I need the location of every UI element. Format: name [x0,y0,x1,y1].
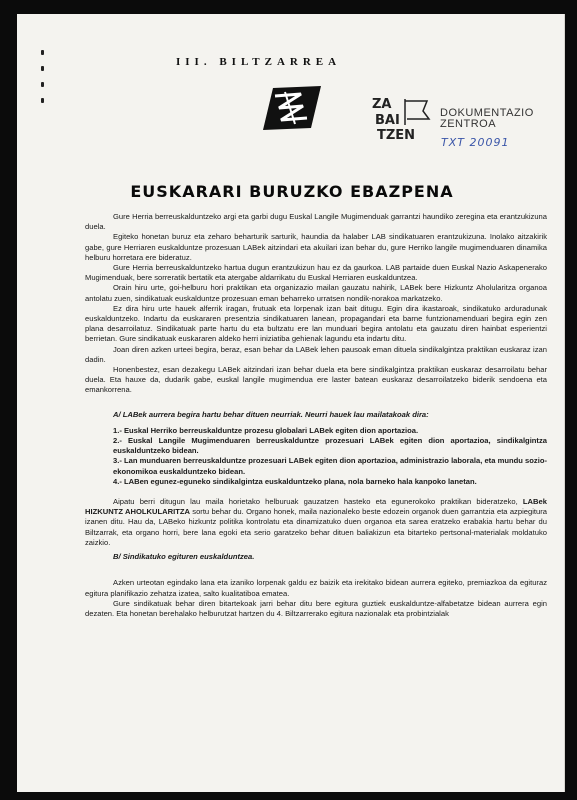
paragraph: Egiteko honetan buruz eta zeharo beharturik sarturik, haundia da halaber LAB sindikatuaren erantzukizuna. Inolako aitzakirik gabe, gure Herriaren euskalduntze prozesuan LABek aitzindari eta akuilari izan behar du, gure Herriko langile mugimenduaren dinamika helburu horretara ere bideratuz. [85,232,547,262]
paragraph: Honenbestez, esan dezakegu LABek aitzindari izan behar duela eta bere sindikalgintza praktikan euskaraz desarroilatu behar duela. Eta hauxe da, dudarik gabe, euskal langile mugimendua ere laster batean euskaraz desarroilatzeko biderik sendoena eta emankorrena. [85,365,547,395]
paragraph: Gure sindikatuak behar diren bitartekoak jarri behar ditu bere egitura guztiek euskalduntze-alfabetatze bidean aurrera egin dezaten. Eta honetan berehalako helburutzat hartzen du 4. Biltzarrerako egitura nazionalak eta probintzialak [85,598,547,618]
svg-text:ZA: ZA [372,97,392,112]
congress-header: III. BILTZARREA [176,56,342,68]
paragraph: Orain hiru urte, goi-helburu hori praktikan eta organizazio mailan gauzatu nahirik, LABek bere Hizkuntz Aholularitza organoa antolatu zuen, sindikatuak euskalduntze prozesuan eman beharreko urratsen nondik-norakoa markatzeko. [85,283,547,303]
paragraph: Gure Herria berreuskalduntzeko argi eta garbi dugu Euskal Langile Mugimenduak garrantzi haundiko zeregina eta erantzukizuna duela. [85,212,547,232]
document-body [85,212,547,619]
punch-hole [41,98,44,103]
section-a-heading: A/ LABek aurrera begira hartu behar dituen neurriak. Neurri hauek lau mailatakoak dira: [113,409,429,419]
paragraph-end: sortu behar du. Organo honek, maila nazionaleko beste edozein organok duen garrantzia eta azpiegitura izanen ditu. Hau da, LABeko hizkuntz politika kontrolatu eta dinamizatuko duen organoa eta sarea eratzeko erabakia hartu behar du Biltzarrak, eta organo horri, bere lana egoki eta serio garatzeko behar dituen baliakizun eta bitarteko pertsonal-materialak moldatuko zaizkio. [85,507,547,547]
list-item: 4.- LABen egunez-eguneko sindikalgintza euskalduntzeko plana, nola barneko hala kanpoko lanetan. [113,476,477,486]
svg-text:TZEN: TZEN [377,128,416,141]
list-item: 1.- Euskal Herriko berreuskalduntze prozesu globalari LABek egiten dion aportazioa. [113,425,419,435]
section-b-heading: B/ Sindikatuko egituren euskalduntzea. [113,552,255,562]
list-item: 2.- Euskal Langile Mugimenduaren berreuskalduntze prozesuari LABek egiten dion aportazioa, sindikalgintza euskalduntzeko bidean. [113,436,547,456]
paragraph: Gure Herria berreuskalduntzeko hartua dugun erantzukizun hau ez da gaurkoa. LAB partaide duen Euskal Nazio Askapenerako Mugimenduak, bere sorreratik bertatik eta atergabe aldarrikatu du Euskal Herriaren euskalduntzea. [85,263,547,283]
lab-logo-icon [255,84,323,134]
paragraph: Joan diren azken urteei begira, beraz, esan behar da LABek lehen pausoak eman dituela sindikalgintza praktikan euskaraz izan dadin. [85,344,547,364]
dok-line-2: ZENTROA [440,118,497,130]
svg-text:BAI: BAI [375,113,400,128]
paragraph [85,497,547,548]
punch-holes [41,50,46,110]
punch-hole [41,66,44,71]
dok-line-1: DOKUMENTAZIO [440,107,534,119]
dokumentazio-zentroa-label [440,108,534,130]
handwritten-reference: TXT 20091 [441,136,510,149]
punch-hole [41,50,44,55]
punch-hole [41,82,44,87]
list-item: 3.- Lan munduaren berreuskalduntze prozesuari LABek egiten dion aportazioa, administrazio laborala, eta mundu sozio-ekonomikoa euskalduntzeko bidean. [113,456,547,476]
paragraph: Azken urteotan egindako lana eta izaniko lorpenak galdu ez baizik eta irekitako bidean aurrera egiteko, premiazkoa da egituraz egitura planifikazio zehatza izatea, salto kualitatiboa ematea. [85,578,547,598]
bold-org-name: LABek HIZKUNTZ AHOLKULARITZA [85,497,547,517]
paragraph: Ez dira hiru urte hauek alferrik iragan, frutuak eta lorpenak izan bait ditugu. Egin dira ikastaroak, sindikatuko arduradunak euskalduntzeko. Indartu da euskararen presentzia sindikatuaren lanean, propagandari eta barne funtzionamenduari begira egin zen plana desarroilatuz. Sindikatuak parte hartu du eta bultzatu ere lan munduari begira antolatu eta gauzatu diren hainbat esperientzi berrietan. Gure sindikatuak euskararen aldeko herri iniziatiba gehienak lagundu eta indartu ditu. [85,303,547,344]
document-title: EUSKARARI BURUZKO EBAZPENA [130,182,454,201]
zabaltzen-logo-icon [371,95,433,141]
paragraph-start: Aipatu berri ditugun lau maila horietako helburuak gauzatzen hasteko eta egunerokoko praktikan bideratzeko, [113,497,518,507]
